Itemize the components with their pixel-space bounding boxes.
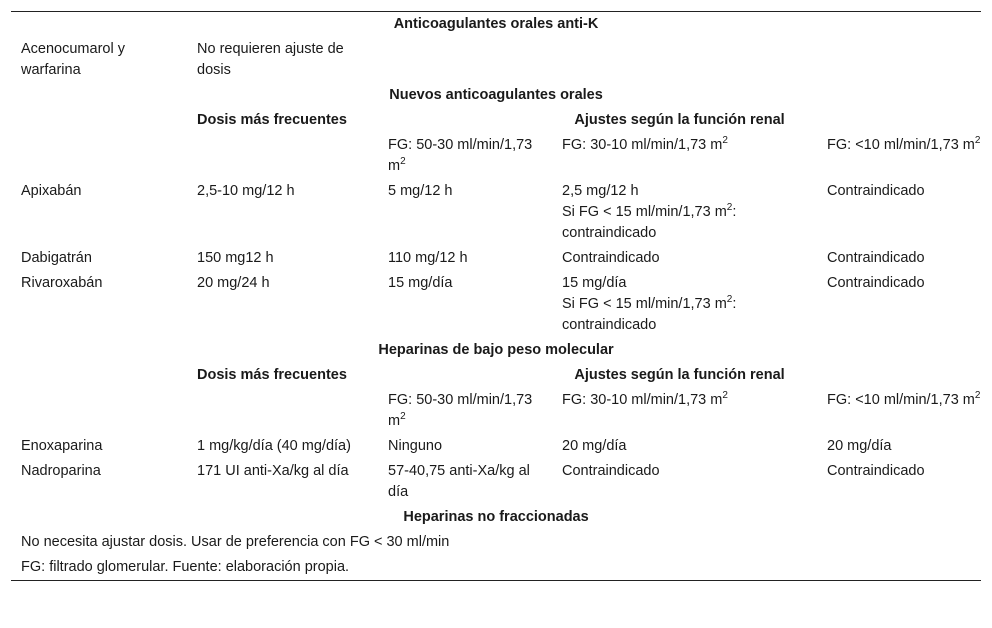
footnote-row bbox=[11, 555, 981, 580]
header-fg-50-30: FG: 50-30 ml/min/1,73 $m^2$ bbox=[388, 137, 533, 174]
header-fg-lt-10: FG: <10 ml/min/1,73 $m^2$ bbox=[827, 135, 981, 153]
table-row bbox=[11, 246, 981, 271]
drug-name: Dabigatrán bbox=[21, 250, 92, 266]
fg2-value: 20 mg/día bbox=[562, 438, 627, 454]
header-row bbox=[11, 108, 981, 133]
anticoagulant-dosing-table bbox=[11, 12, 981, 580]
fg2-value: 2,5 mg/12 h Si FG < 15 ml/min/1,73 $m^2$: contraindicado bbox=[562, 183, 737, 241]
section-row-hbpm bbox=[11, 338, 981, 363]
table-row bbox=[11, 530, 981, 555]
dose-value: 150 mg12 h bbox=[197, 250, 274, 266]
drug-name: Nadroparina bbox=[21, 463, 101, 479]
hnf-note: No necesita ajustar dosis. Usar de preferencia con FG < 30 ml/min bbox=[21, 534, 450, 550]
dose-value: 1 mg/kg/día (40 mg/día) bbox=[197, 438, 351, 454]
subheader-row bbox=[11, 388, 981, 434]
header-fg-30-10: FG: 30-10 ml/min/1,73 $m^2$ bbox=[562, 390, 728, 408]
fg3-value: Contraindicado bbox=[827, 250, 925, 266]
dose-value: 2,5-10 mg/12 h bbox=[197, 183, 295, 199]
header-dose: Dosis más frecuentes bbox=[197, 112, 347, 128]
fg3-value: Contraindicado bbox=[827, 275, 925, 291]
section-row-noacs bbox=[11, 83, 981, 108]
table-row bbox=[11, 434, 981, 459]
dosing-table-container bbox=[11, 11, 981, 581]
header-fg-30-10: FG: 30-10 ml/min/1,73 $m^2$ bbox=[562, 135, 728, 153]
table-footnote: FG: filtrado glomerular. Fuente: elaboración propia. bbox=[21, 559, 350, 575]
fg3-value: Contraindicado bbox=[827, 183, 925, 199]
section-title-anti-k: Anticoagulantes orales anti-K bbox=[393, 16, 599, 32]
drug-name: Enoxaparina bbox=[21, 438, 103, 454]
dose-value: 20 mg/24 h bbox=[197, 275, 270, 291]
fg2-value: Contraindicado bbox=[562, 463, 660, 479]
header-row bbox=[11, 363, 981, 388]
section-title-hbpm: Heparinas de bajo peso molecular bbox=[378, 342, 614, 358]
header-fg-50-30: FG: 50-30 ml/min/1,73 $m^2$ bbox=[388, 392, 533, 429]
table-row bbox=[11, 37, 981, 83]
table-row bbox=[11, 271, 981, 338]
drug-name: Rivaroxabán bbox=[21, 275, 103, 291]
drug-name: Apixabán bbox=[21, 183, 82, 199]
section-title-noacs: Nuevos anticoagulantes orales bbox=[389, 87, 603, 103]
table-row bbox=[11, 459, 981, 505]
dose-note: No requieren ajuste de dosis bbox=[197, 41, 344, 78]
fg1-value: 110 mg/12 h bbox=[388, 250, 468, 266]
header-fg-lt-10: FG: <10 ml/min/1,73 $m^2$ bbox=[827, 390, 981, 408]
section-row-hnf bbox=[11, 505, 981, 530]
fg1-value: 57-40,75 anti-Xa/kg al día bbox=[388, 463, 530, 500]
fg1-value: Ninguno bbox=[388, 438, 443, 454]
fg1-value: 5 mg/12 h bbox=[388, 183, 453, 199]
fg2-value: 15 mg/día Si FG < 15 ml/min/1,73 $m^2$: contraindicado bbox=[562, 275, 737, 333]
fg2-value: Contraindicado bbox=[562, 250, 660, 266]
fg3-value: Contraindicado bbox=[827, 463, 925, 479]
header-renal-adjust: Ajustes según la función renal bbox=[574, 112, 785, 128]
fg3-value: 20 mg/día bbox=[827, 438, 892, 454]
subheader-row bbox=[11, 133, 981, 179]
table-row bbox=[11, 179, 981, 246]
header-dose: Dosis más frecuentes bbox=[197, 367, 347, 383]
header-renal-adjust: Ajustes según la función renal bbox=[574, 367, 785, 383]
dose-value: 171 UI anti-Xa/kg al día bbox=[197, 463, 349, 479]
drug-name: Acenocumarol y warfarina bbox=[21, 41, 125, 78]
fg1-value: 15 mg/día bbox=[388, 275, 453, 291]
section-title-hnf: Heparinas no fraccionadas bbox=[403, 509, 589, 525]
section-row-anti-k bbox=[11, 12, 981, 37]
